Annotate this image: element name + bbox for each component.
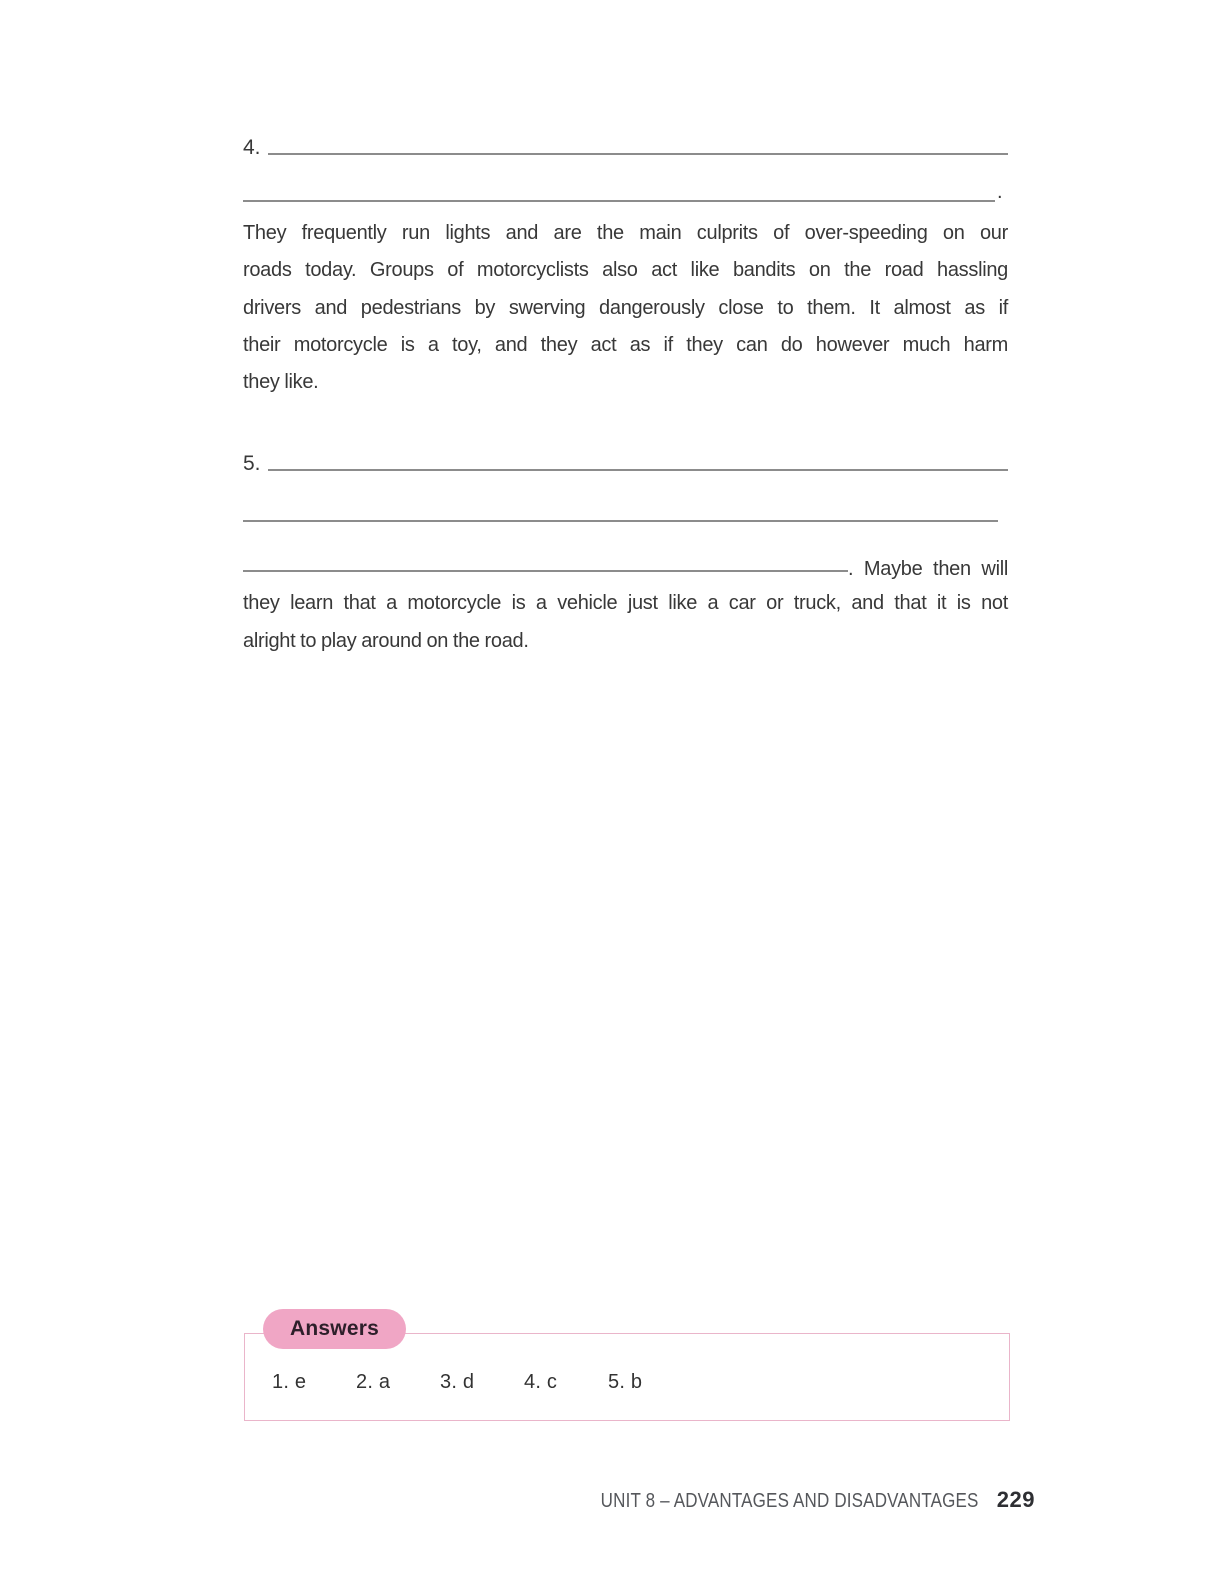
item-5-blank-line-2: [243, 520, 998, 522]
item-4-blank-line-1: [268, 153, 1008, 155]
item-4-paragraph-line: They frequently run lights and are the main culprits of over-speeding on our: [243, 222, 1008, 244]
item-4-blank-line-2: [243, 200, 995, 202]
answer-item: 3. d: [440, 1371, 475, 1393]
answers-label-pill: [263, 1309, 406, 1349]
footer-page-number: 229: [996, 1487, 1035, 1512]
answer-item: 5. b: [608, 1371, 643, 1393]
item-5-blank-line-3: [243, 570, 848, 572]
item-5-blank-line-1: [268, 469, 1008, 471]
answer-item: 2. a: [356, 1371, 391, 1393]
item-5-paragraph-line: they learn that a motorcycle is a vehicle just like a car or truck, and that it is not: [243, 592, 1008, 614]
item-5-number: 5.: [243, 452, 261, 475]
answer-item: 4. c: [524, 1371, 558, 1393]
item-4-paragraph-line: they like.: [243, 371, 319, 394]
answer-item: 1. e: [272, 1371, 307, 1393]
item-5-paragraph-line: alright to play around on the road.: [243, 629, 529, 652]
item-4-paragraph-line: drivers and pedestrians by swerving dangerously close to them. It almost as if: [243, 296, 1008, 319]
item-4-period: .: [997, 181, 1003, 203]
answers-list: [272, 1371, 658, 1394]
item-4-number: 4.: [243, 136, 261, 159]
item-4-paragraph-line: roads today. Groups of motorcyclists also act like bandits on the road hassling: [243, 259, 1008, 282]
item-5-sentence-fragment: . Maybe then will: [848, 558, 1008, 580]
item-4-paragraph-line: their motorcycle is a toy, and they act as if they can do however much harm: [243, 333, 1008, 356]
page-footer: [335, 1487, 1035, 1513]
answers-label: Answers: [290, 1317, 379, 1340]
item-4-paragraph: [243, 215, 1008, 401]
item-5-paragraph: [243, 585, 1008, 660]
footer-unit-title: UNIT 8 – ADVANTAGES AND DISADVANTAGES: [600, 1490, 979, 1512]
